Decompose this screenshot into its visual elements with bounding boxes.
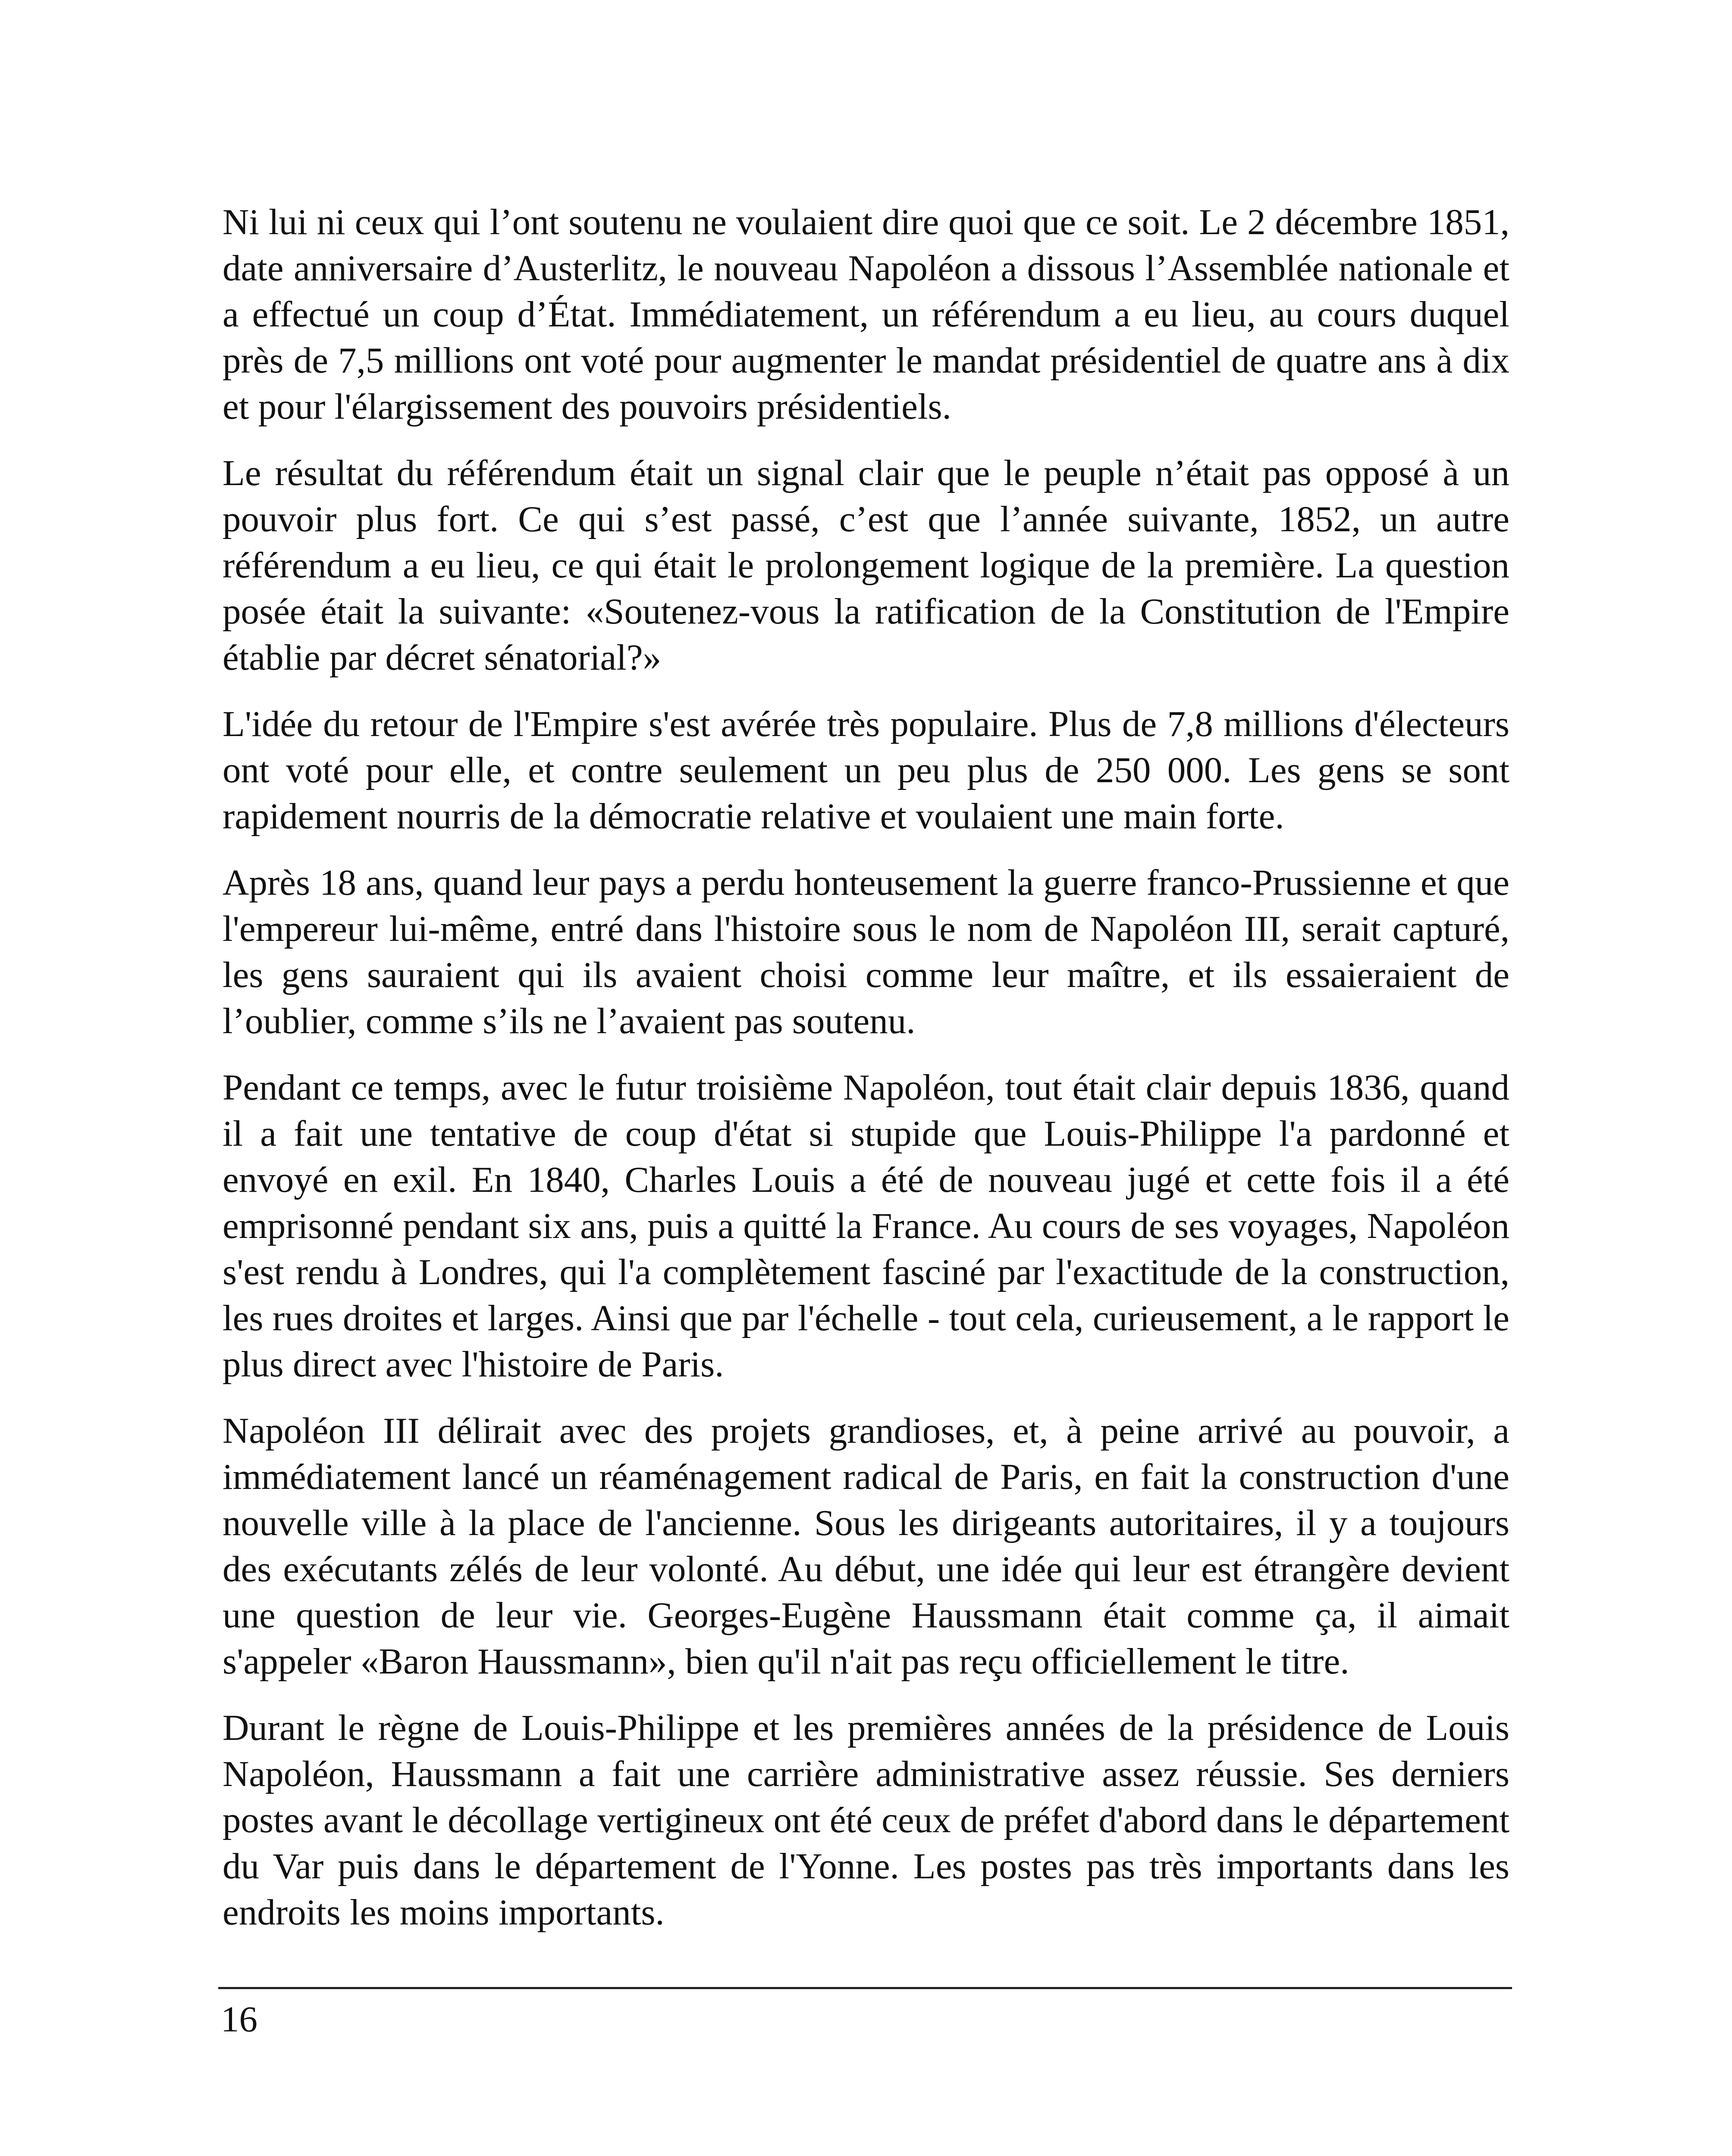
- paragraph-6: Napoléon III délirait avec des projets grandioses, et, à peine arrivé au pouvoir, a immédiatement lancé un réaménagement radical de Paris, en fait la construction d'une nouvelle ville à la place de l'ancienne. Sous les dirigeants autoritaires, il y a toujours des exécutants zélés de leur volonté. Au début, une idée qui leur est étrangère devient une question de leur vie. Georges-Eugène Haussmann était comme ça, il aimait s'appeler «Baron Haussmann», bien qu'il n'ait pas reçu officiellement le titre.: [223, 1410, 1509, 1682]
- body-text: [223, 199, 1509, 1956]
- paragraph-4: Après 18 ans, quand leur pays a perdu honteusement la guerre franco-Prussienne et que l'empereur lui-même, entré dans l'histoire sous le nom de Napoléon III, serait capturé, les gens sauraient qui ils avaient choisi comme leur maître, et ils essaieraient de l’oublier, comme s’ils ne l’avaient pas soutenu.: [223, 862, 1509, 1041]
- paragraph-2: Le résultat du référendum était un signal clair que le peuple n’était pas opposé à un pouvoir plus fort. Ce qui s’est passé, c’est que l’année suivante, 1852, un autre référendum a eu lieu, ce qui était le prolongement logique de la première. La question posée était la suivante: «Soutenez-vous la ratification de la Constitution de l'Empire établie par décret sénatorial?»: [223, 453, 1509, 678]
- footer-divider: [218, 1987, 1512, 1989]
- paragraph-5: Pendant ce temps, avec le futur troisième Napoléon, tout était clair depuis 1836, quand il a fait une tentative de coup d'état si stupide que Louis-Philippe l'a pardonné et envoyé en exil. En 1840, Charles Louis a été de nouveau jugé et cette fois il a été emprisonné pendant six ans, puis a quitté la France. Au cours de ses voyages, Napoléon s'est rendu à Londres, qui l'a complètement fasciné par l'exactitude de la construction, les rues droites et larges. Ainsi que par l'échelle - tout cela, curieusement, a le rapport le plus direct avec l'histoire de Paris.: [223, 1067, 1509, 1385]
- paragraph-3: L'idée du retour de l'Empire s'est avérée très populaire. Plus de 7,8 millions d'électeurs ont voté pour elle, et contre seulement un peu plus de 250 000. Les gens se sont rapidement nourris de la démocratie relative et voulaient une main forte.: [223, 704, 1509, 837]
- paragraph-7: Durant le règne de Louis-Philippe et les premières années de la présidence de Louis Napoléon, Haussmann a fait une carrière administrative assez réussie. Ses derniers postes avant le décollage vertigineux ont été ceux de préfet d'abord dans le département du Var puis dans le département de l'Yonne. Les postes pas très importants dans les endroits les moins importants.: [223, 1708, 1509, 1933]
- page-number: 16: [221, 1999, 257, 2040]
- paragraph-1: Ni lui ni ceux qui l’ont soutenu ne voulaient dire quoi que ce soit. Le 2 décembre 1851, date anniversaire d’Austerlitz, le nouveau Napoléon a dissous l’Assemblée nationale et a effectué un coup d’État. Immédiatement, un référendum a eu lieu, au cours duquel près de 7,5 millions ont voté pour augmenter le mandat présidentiel de quatre ans à dix et pour l'élargissement des pouvoirs présidentiels.: [223, 202, 1509, 427]
